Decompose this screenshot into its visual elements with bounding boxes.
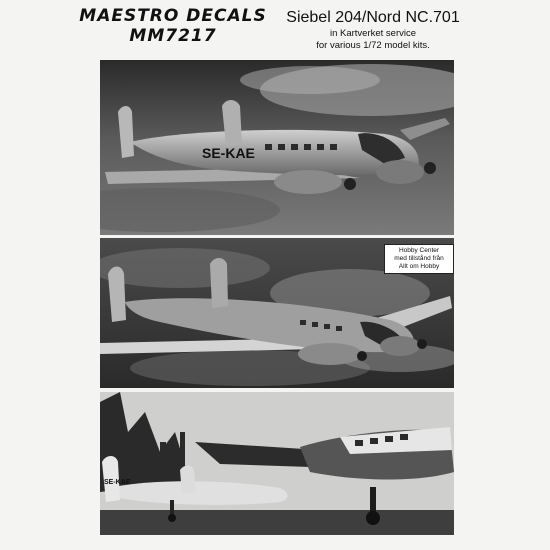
kit-subtitle: for various 1/72 model kits. bbox=[316, 40, 430, 51]
photo-1-image bbox=[100, 60, 454, 235]
brand-logo bbox=[78, 6, 268, 46]
product-code: MM7217 bbox=[129, 26, 217, 46]
brand-name: MAESTRO DECALS bbox=[79, 6, 267, 26]
service-subtitle: in Kartverket service bbox=[329, 28, 417, 39]
aircraft-title: Siebel 204/Nord NC.701 bbox=[286, 9, 460, 26]
sheet-title bbox=[268, 8, 478, 52]
credit-line-3: Allt om Hobby bbox=[398, 263, 440, 270]
photo-3-image bbox=[100, 392, 454, 535]
photo-credit-box bbox=[384, 244, 454, 274]
photo-aircraft-in-flight bbox=[100, 60, 454, 235]
registration-marking-top: SE-KAE bbox=[202, 145, 255, 161]
registration-marking-bottom: SE-KAE bbox=[104, 479, 131, 486]
credit-line-2: med tillstånd från bbox=[394, 255, 444, 262]
photo-aircraft-on-ground bbox=[100, 392, 454, 535]
credit-line-1: Hobby Center bbox=[398, 247, 440, 254]
